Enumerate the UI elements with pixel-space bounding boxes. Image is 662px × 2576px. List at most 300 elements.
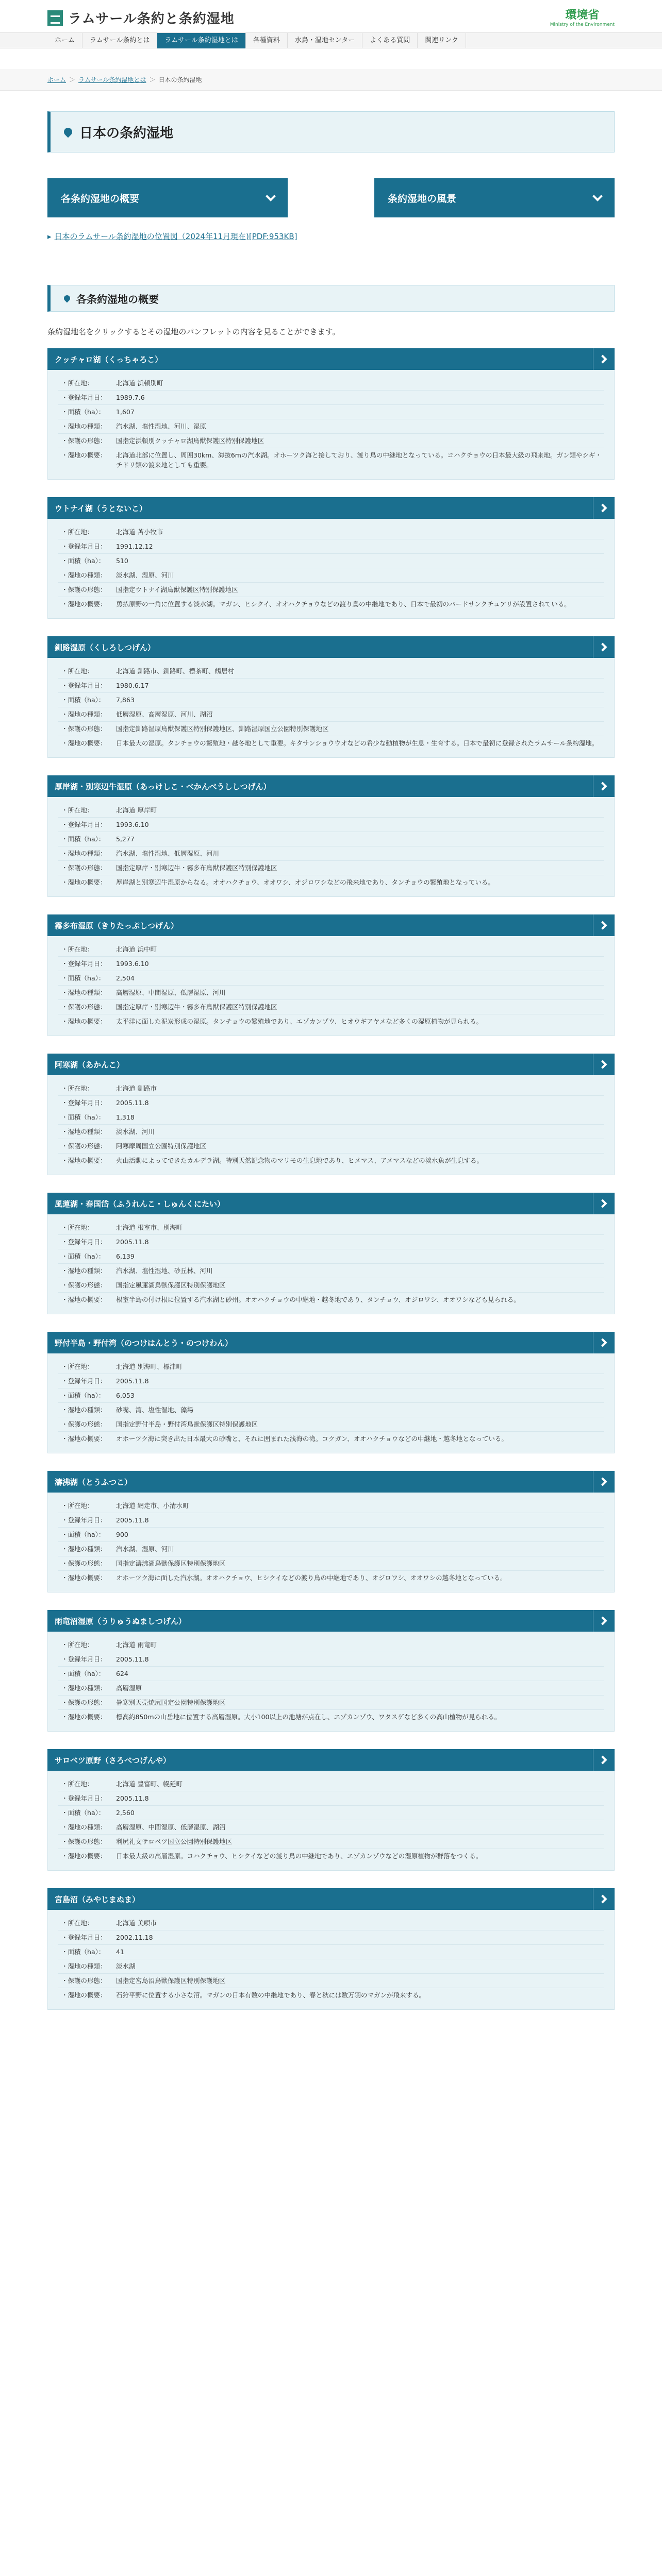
site-details: [47, 658, 615, 758]
detail-row-area: [58, 1945, 604, 1959]
section-intro: 条約湿地名をクリックするとその湿地のパンフレットの内容を見ることができます。: [47, 327, 340, 336]
detail-row-area: [58, 1388, 604, 1403]
detail-label: ・ 登録年月日：: [58, 1933, 116, 1942]
detail-label: ・ 湿地の種類：: [58, 1822, 116, 1832]
detail-label: ・ 湿地の種類：: [58, 709, 116, 719]
detail-value: 7,863: [116, 696, 135, 704]
ministry-name: 環境省: [565, 9, 600, 22]
detail-label: ・ 湿地の種類：: [58, 1127, 116, 1137]
nav-about-convention[interactable]: ラムサール条約とは: [82, 33, 157, 48]
detail-value: 勇払原野の一角に位置する淡水湖。マガン、ヒシクイ、オオハクチョウなどの渡り鳥の中継地であり、日本で最初のバードサンクチュアリが設置されている。: [116, 600, 571, 608]
detail-value: 2,504: [116, 974, 135, 982]
detail-value: 北海道 浜中町: [116, 945, 157, 953]
site-title-link[interactable]: [47, 1193, 615, 1214]
chevron-right-icon: [593, 1332, 615, 1353]
site-name: 霧多布湿原（きりたっぷしつげん）: [55, 921, 179, 930]
site-card: [47, 348, 615, 480]
detail-value: 標高約850mの山岳地に位置する高層湿原。大小100以上の池塘が点在し、エゾカンゾウ、ワタスゲなど多くの高山植物が見られる。: [116, 1713, 501, 1721]
detail-label: ・ 面積（ha）：: [58, 1808, 116, 1818]
site-list: [47, 348, 615, 2010]
site-details: [47, 1353, 615, 1453]
site-scenery-button[interactable]: [374, 178, 615, 217]
detail-row-type: [58, 846, 604, 861]
breadcrumb-ramsar-sites[interactable]: ラムサール条約湿地とは: [78, 76, 146, 83]
chevron-right-icon: [593, 1471, 615, 1493]
detail-row-protection: [58, 722, 604, 736]
detail-label: ・ 登録年月日：: [58, 681, 116, 690]
detail-value: 北海道 美唄市: [116, 1919, 157, 1927]
detail-row-features: [58, 1293, 604, 1307]
detail-value: 1991.12.12: [116, 543, 153, 550]
detail-label: ・ 所在地：: [58, 378, 116, 388]
detail-label: ・ 保護の形態：: [58, 585, 116, 595]
detail-label: ・ 登録年月日：: [58, 541, 116, 551]
detail-row-area: [58, 1667, 604, 1681]
detail-row-protection: [58, 434, 604, 448]
page-title: [47, 111, 615, 152]
detail-value: 国指定厚岸・別寒辺牛・霧多布鳥獣保護区特別保護地区: [116, 864, 277, 872]
detail-label: ・ 面積（ha）：: [58, 973, 116, 983]
detail-label: ・ 保護の形態：: [58, 1698, 116, 1707]
detail-label: ・ 保護の形態：: [58, 863, 116, 873]
bullet-icon: ▸: [47, 232, 52, 241]
detail-row-area: [58, 1806, 604, 1820]
detail-label: ・ 湿地の種類：: [58, 849, 116, 858]
detail-value: 2005.11.8: [116, 1377, 149, 1385]
detail-value: 北海道 浜頓別町: [116, 379, 163, 387]
detail-label: ・ 所在地：: [58, 527, 116, 537]
section-heading-text: 各条約湿地の概要: [76, 293, 159, 306]
site-card: [47, 1332, 615, 1453]
site-name: サロベツ原野（さろべつげんや）: [55, 1755, 171, 1765]
detail-row-location: [58, 664, 604, 679]
detail-row-protection: [58, 1417, 604, 1432]
detail-label: ・ 湿地の概要：: [58, 877, 116, 887]
detail-value: 暑寒別天売焼尻国定公園特別保護地区: [116, 1699, 226, 1706]
detail-label: ・ 面積（ha）：: [58, 407, 116, 417]
detail-value: 国指定ウトナイ湖鳥獣保護区特別保護地区: [116, 586, 238, 594]
site-title[interactable]: [47, 8, 235, 27]
detail-value: 1,607: [116, 408, 135, 416]
breadcrumb: ホーム ＞ ラムサール条約湿地とは ＞ 日本の条約湿地: [0, 69, 662, 91]
nav-faq[interactable]: よくある質問: [362, 33, 418, 48]
detail-row-features: [58, 1014, 604, 1028]
detail-value: 6,053: [116, 1392, 135, 1399]
detail-row-date: [58, 1930, 604, 1945]
detail-row-type: [58, 707, 604, 722]
detail-label: ・ 湿地の概要：: [58, 1712, 116, 1722]
detail-row-features: [58, 1710, 604, 1724]
site-name: 釧路湿原（くしろしつげん）: [55, 642, 156, 652]
detail-row-location: [58, 1638, 604, 1652]
site-title-link[interactable]: [47, 1471, 615, 1493]
detail-row-area: [58, 1528, 604, 1542]
detail-value: 2,560: [116, 1809, 135, 1817]
site-details: [47, 936, 615, 1036]
sub-navigation: [47, 178, 615, 217]
site-card: [47, 636, 615, 758]
detail-label: ・ 保護の形態：: [58, 1280, 116, 1290]
detail-row-features: [58, 1849, 604, 1863]
detail-value: 国指定濤沸湖鳥獣保護区特別保護地区: [116, 1560, 226, 1567]
detail-value: 砂嘴、湾、塩性湿地、藻場: [116, 1406, 194, 1414]
detail-value: 北海道 網走市、小清水町: [116, 1502, 189, 1510]
detail-row-date: [58, 818, 604, 832]
detail-row-area: [58, 693, 604, 707]
detail-label: ・ 所在地：: [58, 1083, 116, 1093]
site-title-link[interactable]: [47, 914, 615, 936]
detail-label: ・ 面積（ha）：: [58, 1669, 116, 1679]
site-overview-button[interactable]: [47, 178, 288, 217]
detail-label: ・ 湿地の種類：: [58, 1683, 116, 1693]
site-title-link[interactable]: [47, 1332, 615, 1353]
detail-label: ・ 所在地：: [58, 1223, 116, 1232]
detail-row-protection: [58, 1835, 604, 1849]
detail-label: ・ 保護の形態：: [58, 1141, 116, 1151]
site-name: 厚岸湖・別寒辺牛湿原（あっけしこ・べかんべうししつげん）: [55, 782, 271, 791]
detail-row-protection: [58, 1000, 604, 1014]
site-details: [47, 1075, 615, 1175]
detail-row-type: [58, 1125, 604, 1139]
detail-value: 利尻礼文サロベツ国立公園特別保護地区: [116, 1838, 233, 1845]
detail-label: ・ 湿地の概要：: [58, 1295, 116, 1304]
site-name: クッチャロ湖（くっちゃろこ）: [55, 354, 163, 364]
site-title-link[interactable]: [47, 1749, 615, 1771]
detail-label: ・ 湿地の概要：: [58, 1016, 116, 1026]
detail-row-location: [58, 1081, 604, 1096]
detail-value: 1993.6.10: [116, 821, 149, 828]
chevron-right-icon: [593, 1749, 615, 1771]
detail-label: ・ 保護の形態：: [58, 1837, 116, 1846]
detail-value: 2005.11.8: [116, 1655, 149, 1663]
detail-value: 5,277: [116, 835, 135, 843]
site-card: [47, 1193, 615, 1314]
detail-row-location: [58, 803, 604, 818]
site-card: [47, 1888, 615, 2010]
detail-row-area: [58, 832, 604, 846]
detail-value: 北海道 豊富町、幌延町: [116, 1780, 183, 1788]
detail-label: ・ 登録年月日：: [58, 1376, 116, 1386]
detail-row-protection: [58, 1556, 604, 1571]
site-title-link[interactable]: [47, 636, 615, 658]
detail-value: 太平洋に面した泥炭形成の湿原。タンチョウの繁殖地であり、エゾカンゾウ、ヒオウギアヤメなど多くの湿原植物が見られる。: [116, 1018, 483, 1025]
detail-row-date: [58, 957, 604, 971]
chevron-right-icon: [593, 1610, 615, 1632]
detail-label: ・ 面積（ha）：: [58, 1947, 116, 1957]
site-card: [47, 497, 615, 619]
detail-value: 510: [116, 557, 128, 565]
detail-label: ・ 湿地の概要：: [58, 1851, 116, 1861]
ministry-sub: Ministry of the Environment: [550, 22, 615, 27]
detail-row-type: [58, 986, 604, 1000]
detail-value: 淡水湖: [116, 1962, 136, 1970]
detail-label: ・ 登録年月日：: [58, 1515, 116, 1525]
detail-value: 北海道 苫小牧市: [116, 528, 163, 536]
detail-value: オホーツク海に面した汽水湖。オオハクチョウ、ヒシクイなどの渡り鳥の中継地であり、オジロワシ、オオワシの越冬地となっている。: [116, 1574, 507, 1582]
detail-row-location: [58, 1360, 604, 1374]
nav-home[interactable]: ホーム: [47, 33, 82, 48]
detail-value: 高層湿原、中間湿原、低層湿原、湖沼: [116, 1823, 226, 1831]
page-title-text: 日本の条約湿地: [79, 125, 174, 141]
site-name: ウトナイ湖（うとないこ）: [55, 503, 147, 513]
detail-row-protection: [58, 1696, 604, 1710]
ministry-logo[interactable]: [550, 6, 615, 27]
detail-label: ・ 登録年月日：: [58, 959, 116, 969]
detail-value: 1,318: [116, 1113, 135, 1121]
site-details: [47, 519, 615, 619]
detail-label: ・ 所在地：: [58, 666, 116, 676]
detail-value: 北海道北部に位置し、周囲30km、海抜6mの汽水湖。オホーツク海と接しており、渡り鳥の中継地となっている。コハクチョウの日本最大級の飛来地。ガン類やシギ・チドリ類の渡来地としても重要。: [116, 451, 602, 469]
detail-label: ・ 登録年月日：: [58, 393, 116, 402]
pdf-link-row: [47, 231, 615, 242]
site-title-link[interactable]: [47, 1610, 615, 1632]
detail-value: 41: [116, 1948, 124, 1956]
wetland-logo-icon: [47, 10, 63, 26]
chevron-right-icon: [593, 914, 615, 936]
chevron-right-icon: [593, 348, 615, 370]
site-details: [47, 1632, 615, 1732]
detail-row-features: [58, 597, 604, 611]
detail-label: ・ 湿地の概要：: [58, 1156, 116, 1165]
detail-value: 国指定野付半島・野付湾鳥獣保護区特別保護地区: [116, 1420, 258, 1428]
detail-value: 厚岸湖と別寒辺牛湿原からなる。オオハクチョウ、オオワシ、オジロワシなどの飛来地であり、タンチョウの繁殖地となっている。: [116, 878, 494, 886]
detail-value: 汽水湖、塩性湿地、低層湿原、河川: [116, 850, 220, 857]
map-pin-icon: [62, 126, 74, 138]
detail-row-protection: [58, 1278, 604, 1293]
detail-row-area: [58, 405, 604, 419]
detail-row-type: [58, 1959, 604, 1974]
detail-value: 1989.7.6: [116, 394, 145, 401]
section-heading: [47, 285, 615, 312]
detail-value: 日本最大の湿原。タンチョウの繁殖地・越冬地として重要。キタサンショウウオなどの希少な動植物が生息・生育する。日本で最初に登録されたラムサール条約湿地。: [116, 739, 599, 747]
chevron-right-icon: [593, 636, 615, 658]
detail-value: 1993.6.10: [116, 960, 149, 968]
site-card: [47, 1471, 615, 1592]
site-title-link[interactable]: [47, 1054, 615, 1075]
detail-label: ・ 湿地の概要：: [58, 450, 116, 470]
detail-row-date: [58, 1235, 604, 1249]
detail-value: 北海道 雨竜町: [116, 1641, 157, 1649]
detail-value: 火山活動によってできたカルデラ湖。特別天然記念物のマリモの生息地であり、ヒメマス、アメマスなどの淡水魚が生息する。: [116, 1157, 484, 1164]
detail-row-protection: [58, 861, 604, 875]
detail-label: ・ 登録年月日：: [58, 820, 116, 829]
detail-row-type: [58, 1681, 604, 1696]
detail-row-date: [58, 1374, 604, 1388]
location-map-pdf-link[interactable]: 日本のラムサール条約湿地の位置図（2024年11月現在)[PDF:953KB]: [54, 232, 297, 241]
detail-row-features: [58, 1988, 604, 2002]
detail-row-date: [58, 679, 604, 693]
detail-value: 阿寒摩周国立公園特別保護地区: [116, 1142, 207, 1150]
detail-row-location: [58, 942, 604, 957]
detail-row-type: [58, 419, 604, 434]
detail-label: ・ 所在地：: [58, 1501, 116, 1511]
detail-row-features: [58, 1432, 604, 1446]
detail-row-type: [58, 1264, 604, 1278]
detail-label: ・ 湿地の概要：: [58, 599, 116, 609]
detail-row-date: [58, 539, 604, 554]
detail-label: ・ 面積（ha）：: [58, 1391, 116, 1400]
detail-value: 汽水湖、湿原、河川: [116, 1545, 174, 1553]
detail-row-features: [58, 448, 604, 472]
detail-label: ・ 登録年月日：: [58, 1793, 116, 1803]
detail-row-date: [58, 1791, 604, 1806]
site-title-text: ラムサール条約と条約湿地: [68, 11, 235, 27]
detail-row-protection: [58, 1139, 604, 1154]
site-card: [47, 1054, 615, 1175]
detail-label: ・ 面積（ha）：: [58, 834, 116, 844]
site-name: 野付半島・野付湾（のつけはんとう・のつけわん）: [55, 1338, 233, 1348]
site-name: 濤沸湖（とうふつこ）: [55, 1477, 133, 1487]
detail-value: 北海道 釧路市: [116, 1084, 157, 1092]
detail-value: 根室半島の付け根に位置する汽水湖と砂州。オオハクチョウの中継地・越冬地であり、タンチョウ、オジロワシ、オオワシなども見られる。: [116, 1296, 520, 1303]
detail-label: ・ 所在地：: [58, 805, 116, 815]
detail-value: 石狩平野に位置する小さな沼。マガンの日本有数の中継地であり、春と秋には数万羽のマガンが飛来する。: [116, 1991, 426, 1999]
detail-row-location: [58, 1777, 604, 1791]
detail-row-features: [58, 875, 604, 889]
detail-label: ・ 所在地：: [58, 1362, 116, 1371]
detail-row-date: [58, 1513, 604, 1528]
site-name: 阿寒湖（あかんこ）: [55, 1060, 125, 1070]
detail-row-type: [58, 1820, 604, 1835]
detail-value: 北海道 釧路市、釧路町、標茶町、鶴居村: [116, 667, 234, 675]
detail-label: ・ 保護の形態：: [58, 1002, 116, 1012]
detail-value: 国指定宮島沼鳥獣保護区特別保護地区: [116, 1977, 226, 1985]
site-title-link[interactable]: [47, 348, 615, 370]
detail-label: ・ 保護の形態：: [58, 724, 116, 734]
breadcrumb-home[interactable]: ホーム: [47, 76, 67, 83]
detail-label: ・ 湿地の種類：: [58, 1544, 116, 1554]
site-details: [47, 370, 615, 480]
detail-row-features: [58, 736, 604, 750]
detail-row-protection: [58, 583, 604, 597]
detail-value: 北海道 厚岸町: [116, 806, 157, 814]
detail-row-date: [58, 1096, 604, 1110]
detail-row-area: [58, 1110, 604, 1125]
detail-label: ・ 保護の形態：: [58, 1976, 116, 1986]
chevron-right-icon: [593, 1193, 615, 1214]
map-pin-icon: [63, 294, 72, 303]
site-name: 風蓮湖・春国岱（ふうれんこ・しゅんくにたい）: [55, 1199, 225, 1209]
detail-value: 淡水湖、河川: [116, 1128, 155, 1136]
global-nav: [0, 33, 662, 48]
detail-row-location: [58, 1499, 604, 1513]
site-name: 雨竜沼湿原（うりゅうぬましつげん）: [55, 1616, 187, 1626]
detail-label: ・ 湿地の種類：: [58, 570, 116, 580]
detail-label: ・ 登録年月日：: [58, 1237, 116, 1247]
detail-label: ・ 湿地の概要：: [58, 738, 116, 748]
site-card: [47, 1749, 615, 1871]
detail-label: ・ 湿地の種類：: [58, 1266, 116, 1276]
detail-row-type: [58, 1542, 604, 1556]
detail-value: 2005.11.8: [116, 1238, 149, 1246]
detail-value: 国指定風蓮湖鳥獣保護区特別保護地区: [116, 1281, 226, 1289]
detail-value: 汽水湖、塩性湿地、河川、湿原: [116, 422, 207, 430]
detail-label: ・ 所在地：: [58, 944, 116, 954]
detail-value: 国指定浜頓別クッチャロ湖鳥獣保護区特別保護地区: [116, 437, 264, 445]
site-details: [47, 1771, 615, 1871]
detail-value: 汽水湖、塩性湿地、砂丘林、河川: [116, 1267, 213, 1275]
detail-value: 低層湿原、高層湿原、河川、湖沼: [116, 710, 213, 718]
site-title-link[interactable]: [47, 497, 615, 519]
detail-label: ・ 面積（ha）：: [58, 1530, 116, 1539]
detail-label: ・ 湿地の種類：: [58, 421, 116, 431]
detail-row-location: [58, 1221, 604, 1235]
detail-value: 北海道 別海町、標津町: [116, 1363, 183, 1370]
breadcrumb-current: 日本の条約湿地: [158, 76, 202, 83]
detail-label: ・ 湿地の種類：: [58, 1961, 116, 1971]
site-header: [0, 0, 662, 33]
detail-label: ・ 保護の形態：: [58, 436, 116, 446]
nav-materials[interactable]: 各種資料: [246, 33, 288, 48]
detail-row-area: [58, 971, 604, 986]
detail-label: ・ 所在地：: [58, 1640, 116, 1650]
site-title-link[interactable]: [47, 1888, 615, 1910]
detail-label: ・ 所在地：: [58, 1779, 116, 1789]
detail-label: ・ 登録年月日：: [58, 1654, 116, 1664]
detail-row-area: [58, 1249, 604, 1264]
site-card: [47, 775, 615, 897]
detail-value: 国指定釧路湿原鳥獣保護区特別保護地区、釧路湿原国立公園特別保護地区: [116, 725, 329, 733]
detail-value: 624: [116, 1670, 128, 1677]
nav-ramsar-sites[interactable]: ラムサール条約湿地とは: [157, 33, 245, 48]
detail-label: ・ 湿地の種類：: [58, 1405, 116, 1415]
detail-label: ・ 面積（ha）：: [58, 695, 116, 705]
site-details: [47, 1493, 615, 1592]
detail-label: ・ 湿地の概要：: [58, 1990, 116, 2000]
site-name: 宮島沼（みやじまぬま）: [55, 1894, 140, 1904]
detail-row-type: [58, 1403, 604, 1417]
site-overview-label: 各条約湿地の概要: [61, 193, 140, 205]
detail-label: ・ 保護の形態：: [58, 1558, 116, 1568]
detail-value: 6,139: [116, 1252, 135, 1260]
detail-label: ・ 湿地の種類：: [58, 988, 116, 997]
detail-value: 淡水湖、湿原、河川: [116, 571, 174, 579]
detail-label: ・ 面積（ha）：: [58, 1112, 116, 1122]
detail-row-date: [58, 1652, 604, 1667]
detail-row-location: [58, 1916, 604, 1930]
chevron-right-icon: [593, 1054, 615, 1075]
detail-value: 2005.11.8: [116, 1099, 149, 1107]
detail-value: オホーツク海に突き出た日本最大の砂嘴と、それに囲まれた浅海の湾。コクガン、オオハクチョウなどの中継地・越冬地となっている。: [116, 1435, 508, 1443]
detail-value: 国指定厚岸・別寒辺牛・霧多布鳥獣保護区特別保護地区: [116, 1003, 277, 1011]
detail-label: ・ 湿地の概要：: [58, 1573, 116, 1583]
detail-row-type: [58, 568, 604, 583]
site-card: [47, 1610, 615, 1732]
detail-value: 2005.11.8: [116, 1516, 149, 1524]
detail-label: ・ 面積（ha）：: [58, 1251, 116, 1261]
chevron-down-icon: [266, 191, 276, 201]
site-card: [47, 914, 615, 1036]
nav-waterbird-center[interactable]: 水鳥・湿地センター: [288, 33, 362, 48]
detail-label: ・ 面積（ha）：: [58, 556, 116, 566]
chevron-down-icon: [592, 191, 603, 201]
detail-value: 日本最大級の高層湿原。コハクチョウ、ヒシクイなどの渡り鳥の中継地であり、エゾカンゾウなどの湿原植物が群落をつくる。: [116, 1852, 483, 1860]
detail-label: ・ 湿地の概要：: [58, 1434, 116, 1444]
detail-value: 2005.11.8: [116, 1794, 149, 1802]
detail-row-area: [58, 554, 604, 568]
site-details: [47, 1910, 615, 2010]
nav-links[interactable]: 関連リンク: [418, 33, 466, 48]
site-title-link[interactable]: [47, 775, 615, 797]
site-scenery-label: 条約湿地の風景: [388, 193, 457, 205]
chevron-right-icon: [593, 775, 615, 797]
detail-value: 高層湿原、中間湿原、低層湿原、河川: [116, 989, 226, 996]
detail-row-location: [58, 376, 604, 391]
detail-row-protection: [58, 1974, 604, 1988]
detail-label: ・ 所在地：: [58, 1918, 116, 1928]
detail-label: ・ 保護の形態：: [58, 1419, 116, 1429]
detail-row-location: [58, 525, 604, 539]
